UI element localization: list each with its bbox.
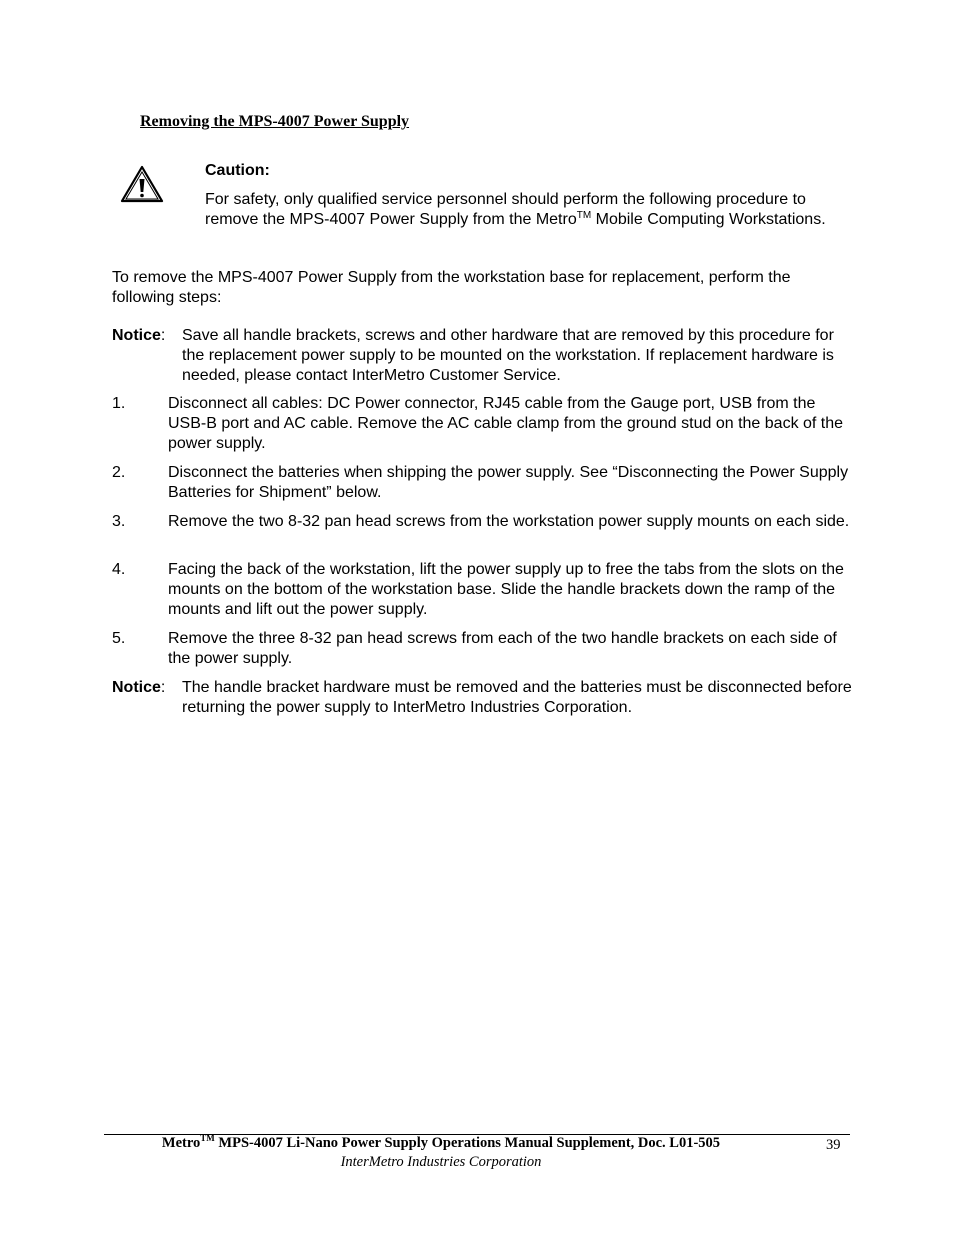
notice-text: The handle bracket hardware must be removed and the batteries must be disconnected before returning the power supply to InterMetro Industries Corporation. <box>182 679 852 716</box>
warning-triangle-icon <box>119 164 165 204</box>
notice-label: Notice: <box>112 327 166 344</box>
page-number: 39 <box>826 1137 841 1153</box>
step-number: 2. <box>112 464 126 481</box>
intro-paragraph: To remove the MPS-4007 Power Supply from the workstation base for replacement, perform the following steps: <box>112 269 791 306</box>
notice-text: Save all handle brackets, screws and other hardware that are removed by this procedure for the replacement power supply to be mounted on the workstation. If replacement hardware is needed, please contact InterMetro Customer Service. <box>182 327 834 384</box>
step-number: 3. <box>112 513 126 530</box>
list-item <box>112 629 852 669</box>
step-text: Remove the two 8-32 pan head screws from the workstation power supply mounts on each side. <box>168 513 850 530</box>
caution-text <box>205 190 855 230</box>
step-number: 4. <box>112 561 126 578</box>
footer-title: Metro™ MPS-4007 Li-Nano Power Supply Operations Manual Supplement, Doc. L01-505 <box>161 1133 721 1151</box>
step-text: Remove the three 8-32 pan head screws from each of the two handle brackets on each side of the power supply. <box>168 630 837 667</box>
notice-block-2 <box>112 678 852 718</box>
section-title: Removing the MPS-4007 Power Supply <box>140 113 410 130</box>
list-item <box>112 512 852 532</box>
trademark-mark: TM <box>576 210 592 221</box>
footer-company: InterMetro Industries Corporation <box>340 1154 542 1170</box>
step-text: Disconnect all cables: DC Power connector, RJ45 cable from the Gauge port, USB from the USB-B port and AC cable. Remove the AC cable clamp from the ground stud on the back of the power supply. <box>168 395 844 452</box>
list-item <box>112 394 852 454</box>
step-number: 1. <box>112 395 126 412</box>
step-text: Facing the back of the workstation, lift the power supply up to free the tabs from the slots on the mounts on the bottom of the workstation base. Slide the handle brackets down the ramp of the mounts and lift out the power supply. <box>168 561 844 618</box>
step-number: 5. <box>112 630 126 647</box>
notice-block-1 <box>112 326 852 386</box>
notice-label: Notice: <box>112 679 166 696</box>
caution-title: Caution: <box>205 162 270 179</box>
list-item <box>112 463 852 503</box>
list-item <box>112 560 852 620</box>
caution-text-end: Mobile Computing Workstations. <box>591 211 826 228</box>
trademark-mark: TM <box>200 1133 215 1143</box>
step-text: Disconnect the batteries when shipping the power supply. See “Disconnecting the Power Supply Batteries for Shipment” below. <box>168 464 849 501</box>
caution-text-main: For safety, only qualified service personnel should perform the following procedure to remove the MPS-4007 Power Supply from the Metro <box>205 191 806 228</box>
